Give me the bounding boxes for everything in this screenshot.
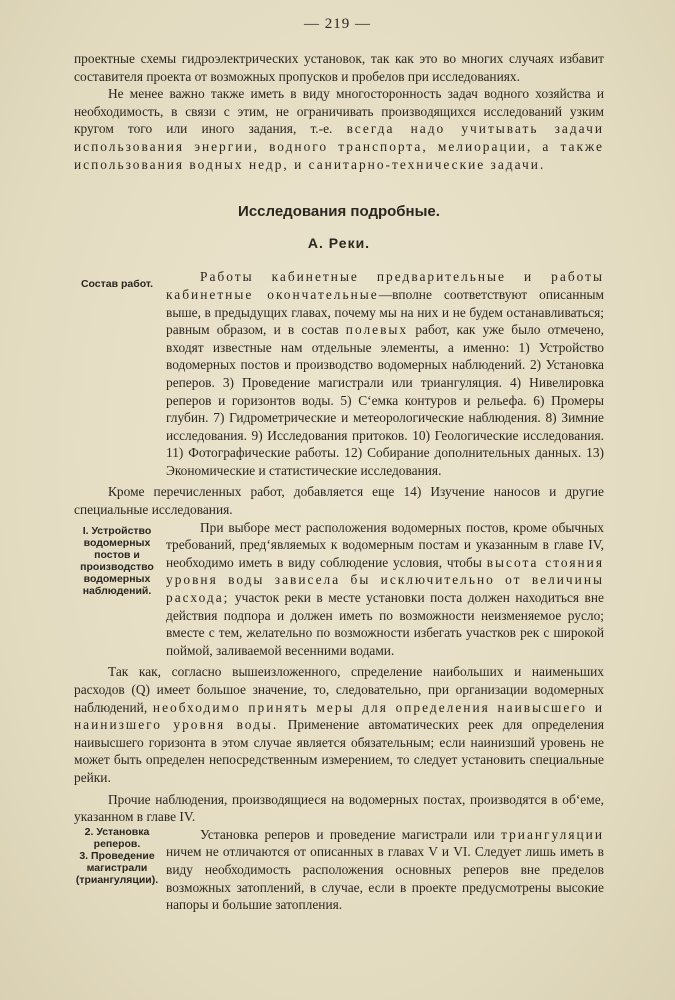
section-benchmarks bbox=[74, 826, 604, 914]
section-composition bbox=[74, 268, 604, 479]
intro-2-text: Не менее важно также иметь в виду многосторонность задач водного хозяйства и необходимость, в связи с этим, не ограничивать производящихся исследований узким кругом того или иного задания, т.-е. bbox=[74, 86, 604, 137]
discharge-text-2: Применение автоматических реек для определения наивысшего горизонта в этом случае является обязательным; если наинизший уровень не может быть определен непосредственным измерением, то следует установить специальные рейки. bbox=[74, 717, 605, 785]
margin-note-gauge-stations: I. Устройство водомерных постов и производство водомерных наблюдений. bbox=[80, 524, 154, 597]
paragraph-benchmarks bbox=[166, 826, 604, 914]
paragraph-gauge-stations bbox=[166, 519, 604, 660]
margin-note-composition: Состав работ. bbox=[80, 278, 154, 291]
discharge-spaced: необходимо принять меры для определения наивысшего и наинизшего уровня воды. bbox=[74, 699, 604, 733]
composition-text-2: работ, как уже было отмечено, входят известные нам отдельные элементы, а именно: 1) Устройство водомерных постов и производство водомерных наблюдений. 2) Установка реперов. 3) Проведение магистрали или триангуляция. 4) Нивелировка реперов и горизонтов воды. 5) Сʻемка контуров и рельефа. 6) Промеры глубин. 7) Гидрометрические и метеорологические наблюдения. 8) Зимние исследования. 9) Исследования притоков. 10) Геологические исследования. 11) Фотографические работы. 12) Собирание дополнительных данных. 13) Экономические и статистические исследования. bbox=[166, 322, 604, 478]
paragraph-composition bbox=[166, 268, 604, 479]
benchmarks-text-1: Установка реперов и проведение магистрали или bbox=[200, 826, 495, 842]
margin-note-benchmarks bbox=[74, 826, 160, 886]
discharge-text-1: Так как, согласно вышеизложенного, спределение наибольших и наименьших расходов (Q) имеет большое значение, то, следовательно, при организации водомерных наблюдений, bbox=[74, 664, 604, 715]
page-content bbox=[74, 50, 604, 914]
benchmarks-text-2: ничем не отличаются от описанных в главах V и VI. Следует лишь иметь в виду необходимость расположения основных реперов вне пределов возможных затоплений, в случае, если в проекте предусмотрены высокие напоры и большие затопления. bbox=[166, 844, 604, 913]
benchmarks-spaced: триангуляции bbox=[501, 826, 604, 842]
composition-spaced: Работы кабинетные предварительные и работы кабинетные окончательные bbox=[166, 269, 604, 302]
paragraph-discharges bbox=[74, 663, 604, 786]
paragraph-additional: Кроме перечисленных работ, добавляется еще 14) Изучение наносов и другие специальные исследования. bbox=[74, 484, 604, 518]
gauge-text-1: При выборе мест расположения водомерных постов, кроме обычных требований, предʻявляемых к водомерным постам и указанным в главе IV, необходимо иметь в виду соблюдение условия, чтобы bbox=[166, 519, 604, 570]
composition-text-1: —вполне соответствуют описанным выше, в предыдущих главах, почему мы на них и не будем останавливаться; равным образом, и в состав bbox=[166, 286, 605, 338]
paragraph-other-observations: Прочие наблюдения, производящиеся на водомерных постах, производятся в обʻеме, указанном в главе IV. bbox=[74, 791, 604, 825]
section-gauge-stations bbox=[74, 519, 604, 660]
paragraph-intro-1: проектные схемы гидроэлектрических установок, так как это во многих случаях избавит составителя проекта от возможных пропусков и пробелов при исследованиях. bbox=[74, 51, 604, 84]
page-number: — 219 — bbox=[304, 16, 371, 32]
gauge-text-2: участок реки в месте установки поста должен находиться вне действия подпора и должен иметь по возможности неизменяемое русло; вместе с тем, желательно по возможности избегать участков рек с широкой поймой, заливаемой весенними водами. bbox=[166, 590, 604, 658]
section-heading: Исследования подробные. bbox=[238, 203, 440, 221]
composition-field: полевых bbox=[345, 322, 409, 338]
margin-note-benchmarks-b: 3. Проведение магистрали (триангуляции). bbox=[75, 849, 159, 886]
gauge-spaced: высота стояния уровня воды зависела бы исключительно от величины расхода; bbox=[166, 554, 604, 606]
margin-note-benchmarks-a: 2. Установка реперов. bbox=[84, 825, 150, 850]
paragraph-intro-2 bbox=[74, 85, 604, 173]
intro-2-spaced: всегда надо учитывать задачи использования энергии, водного транспорта, мелиорации, а также использования водных недр, и санитарно-технические задачи. bbox=[74, 121, 604, 172]
subsection-heading: А. Реки. bbox=[307, 234, 371, 251]
